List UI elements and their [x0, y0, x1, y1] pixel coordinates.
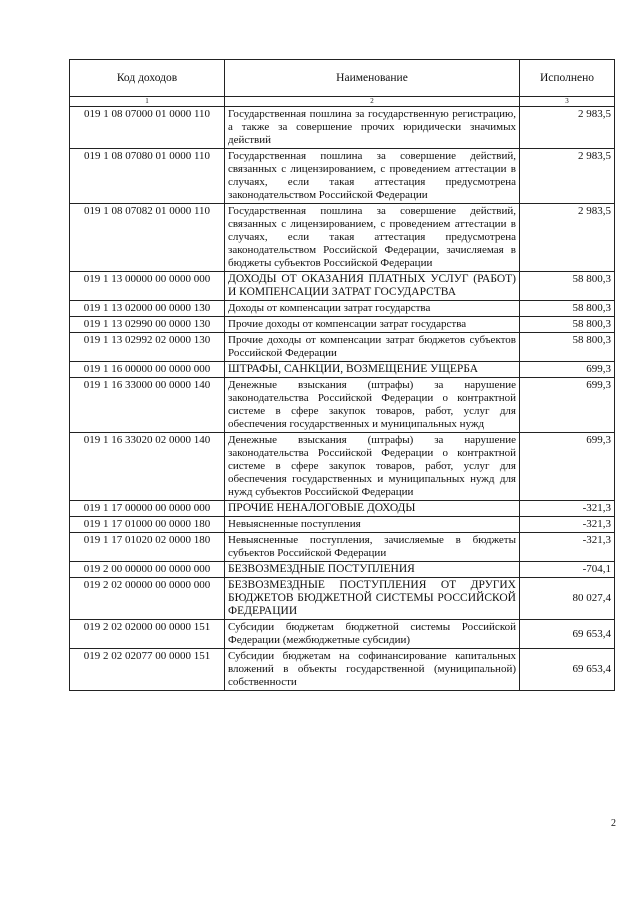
header-name: Наименование: [225, 60, 520, 97]
page-number: 2: [611, 818, 616, 829]
table-row: [70, 517, 615, 533]
column-number-value: 3: [520, 97, 615, 107]
row-name: ПРОЧИЕ НЕНАЛОГОВЫЕ ДОХОДЫ: [225, 501, 520, 517]
row-name: Государственная пошлина за совершение действий, связанных с лицензированием, с проведением аттестации в случаях, если такая аттестация предусмотрена законодательством Российской Федерации, зачисляемая в бюджеты субъектов Российской Федерации: [225, 204, 520, 272]
row-value: 80 027,4: [520, 578, 615, 620]
row-code: 019 1 08 07000 01 0000 110: [70, 107, 225, 149]
table-row: [70, 149, 615, 204]
row-name: Субсидии бюджетам на софинансирование капитальных вложений в объекты государственной (муниципальной) собственности: [225, 649, 520, 691]
row-code: 019 1 17 01020 02 0000 180: [70, 533, 225, 562]
row-value: 2 983,5: [520, 149, 615, 204]
row-value: 58 800,3: [520, 301, 615, 317]
table-row: [70, 433, 615, 501]
table-row: [70, 578, 615, 620]
row-code: 019 1 13 00000 00 0000 000: [70, 272, 225, 301]
row-value: 699,3: [520, 378, 615, 433]
row-value: -321,3: [520, 501, 615, 517]
row-name: Денежные взыскания (штрафы) за нарушение законодательства Российской Федерации о контрактной системе в сфере закупок товаров, работ, услуг для обеспечения государственных и муниципальных нужд: [225, 378, 520, 433]
row-name: Государственная пошлина за государственную регистрацию, а также за совершение прочих юридически значимых действий: [225, 107, 520, 149]
row-name: БЕЗВОЗМЕЗДНЫЕ ПОСТУПЛЕНИЯ: [225, 562, 520, 578]
table-row: [70, 378, 615, 433]
row-value: 58 800,3: [520, 333, 615, 362]
row-value: 58 800,3: [520, 317, 615, 333]
column-number-code: 1: [70, 97, 225, 107]
row-code: 019 2 02 00000 00 0000 000: [70, 578, 225, 620]
table-row: [70, 649, 615, 691]
table-header-row: [70, 60, 615, 97]
row-value: 699,3: [520, 433, 615, 501]
column-number-name: 2: [225, 97, 520, 107]
header-code: Код доходов: [70, 60, 225, 97]
revenue-table: [69, 59, 615, 691]
row-value: 69 653,4: [520, 620, 615, 649]
row-value: 58 800,3: [520, 272, 615, 301]
row-code: 019 2 00 00000 00 0000 000: [70, 562, 225, 578]
table-row: [70, 562, 615, 578]
table-row: [70, 501, 615, 517]
table-row: [70, 362, 615, 378]
row-name: Прочие доходы от компенсации затрат государства: [225, 317, 520, 333]
row-code: 019 1 16 33020 02 0000 140: [70, 433, 225, 501]
row-value: 2 983,5: [520, 107, 615, 149]
table-row: [70, 317, 615, 333]
row-code: 019 1 17 00000 00 0000 000: [70, 501, 225, 517]
column-number-row: [70, 97, 615, 107]
table-row: [70, 107, 615, 149]
row-name: Денежные взыскания (штрафы) за нарушение законодательства Российской Федерации о контрактной системе в сфере закупок товаров, работ, услуг для обеспечения государственных и муниципальных нужд для нужд субъектов Российской Федерации: [225, 433, 520, 501]
row-code: 019 1 08 07080 01 0000 110: [70, 149, 225, 204]
row-code: 019 1 16 00000 00 0000 000: [70, 362, 225, 378]
row-name: Доходы от компенсации затрат государства: [225, 301, 520, 317]
row-value: 2 983,5: [520, 204, 615, 272]
row-code: 019 2 02 02000 00 0000 151: [70, 620, 225, 649]
row-code: 019 1 13 02992 02 0000 130: [70, 333, 225, 362]
row-code: 019 1 08 07082 01 0000 110: [70, 204, 225, 272]
row-name: ШТРАФЫ, САНКЦИИ, ВОЗМЕЩЕНИЕ УЩЕРБА: [225, 362, 520, 378]
table-row: [70, 204, 615, 272]
row-value: -321,3: [520, 533, 615, 562]
table-row: [70, 333, 615, 362]
row-name: Невыясненные поступления, зачисляемые в бюджеты субъектов Российской Федерации: [225, 533, 520, 562]
row-value: -704,1: [520, 562, 615, 578]
row-name: БЕЗВОЗМЕЗДНЫЕ ПОСТУПЛЕНИЯ ОТ ДРУГИХ БЮДЖЕТОВ БЮДЖЕТНОЙ СИСТЕМЫ РОССИЙСКОЙ ФЕДЕРАЦИИ: [225, 578, 520, 620]
row-code: 019 1 13 02000 00 0000 130: [70, 301, 225, 317]
row-code: 019 1 17 01000 00 0000 180: [70, 517, 225, 533]
row-name: Государственная пошлина за совершение действий, связанных с лицензированием, с проведением аттестации в случаях, если такая аттестация предусмотрена законодательством Российской Федерации: [225, 149, 520, 204]
row-code: 019 1 16 33000 00 0000 140: [70, 378, 225, 433]
row-value: 699,3: [520, 362, 615, 378]
table-row: [70, 301, 615, 317]
row-name: Невыясненные поступления: [225, 517, 520, 533]
row-name: Субсидии бюджетам бюджетной системы Российской Федерации (межбюджетные субсидии): [225, 620, 520, 649]
table-row: [70, 533, 615, 562]
table-row: [70, 272, 615, 301]
table-row: [70, 620, 615, 649]
row-code: 019 2 02 02077 00 0000 151: [70, 649, 225, 691]
row-code: 019 1 13 02990 00 0000 130: [70, 317, 225, 333]
row-value: -321,3: [520, 517, 615, 533]
row-value: 69 653,4: [520, 649, 615, 691]
row-name: ДОХОДЫ ОТ ОКАЗАНИЯ ПЛАТНЫХ УСЛУГ (РАБОТ) И КОМПЕНСАЦИИ ЗАТРАТ ГОСУДАРСТВА: [225, 272, 520, 301]
header-value: Исполнено: [520, 60, 615, 97]
row-name: Прочие доходы от компенсации затрат бюджетов субъектов Российской Федерации: [225, 333, 520, 362]
